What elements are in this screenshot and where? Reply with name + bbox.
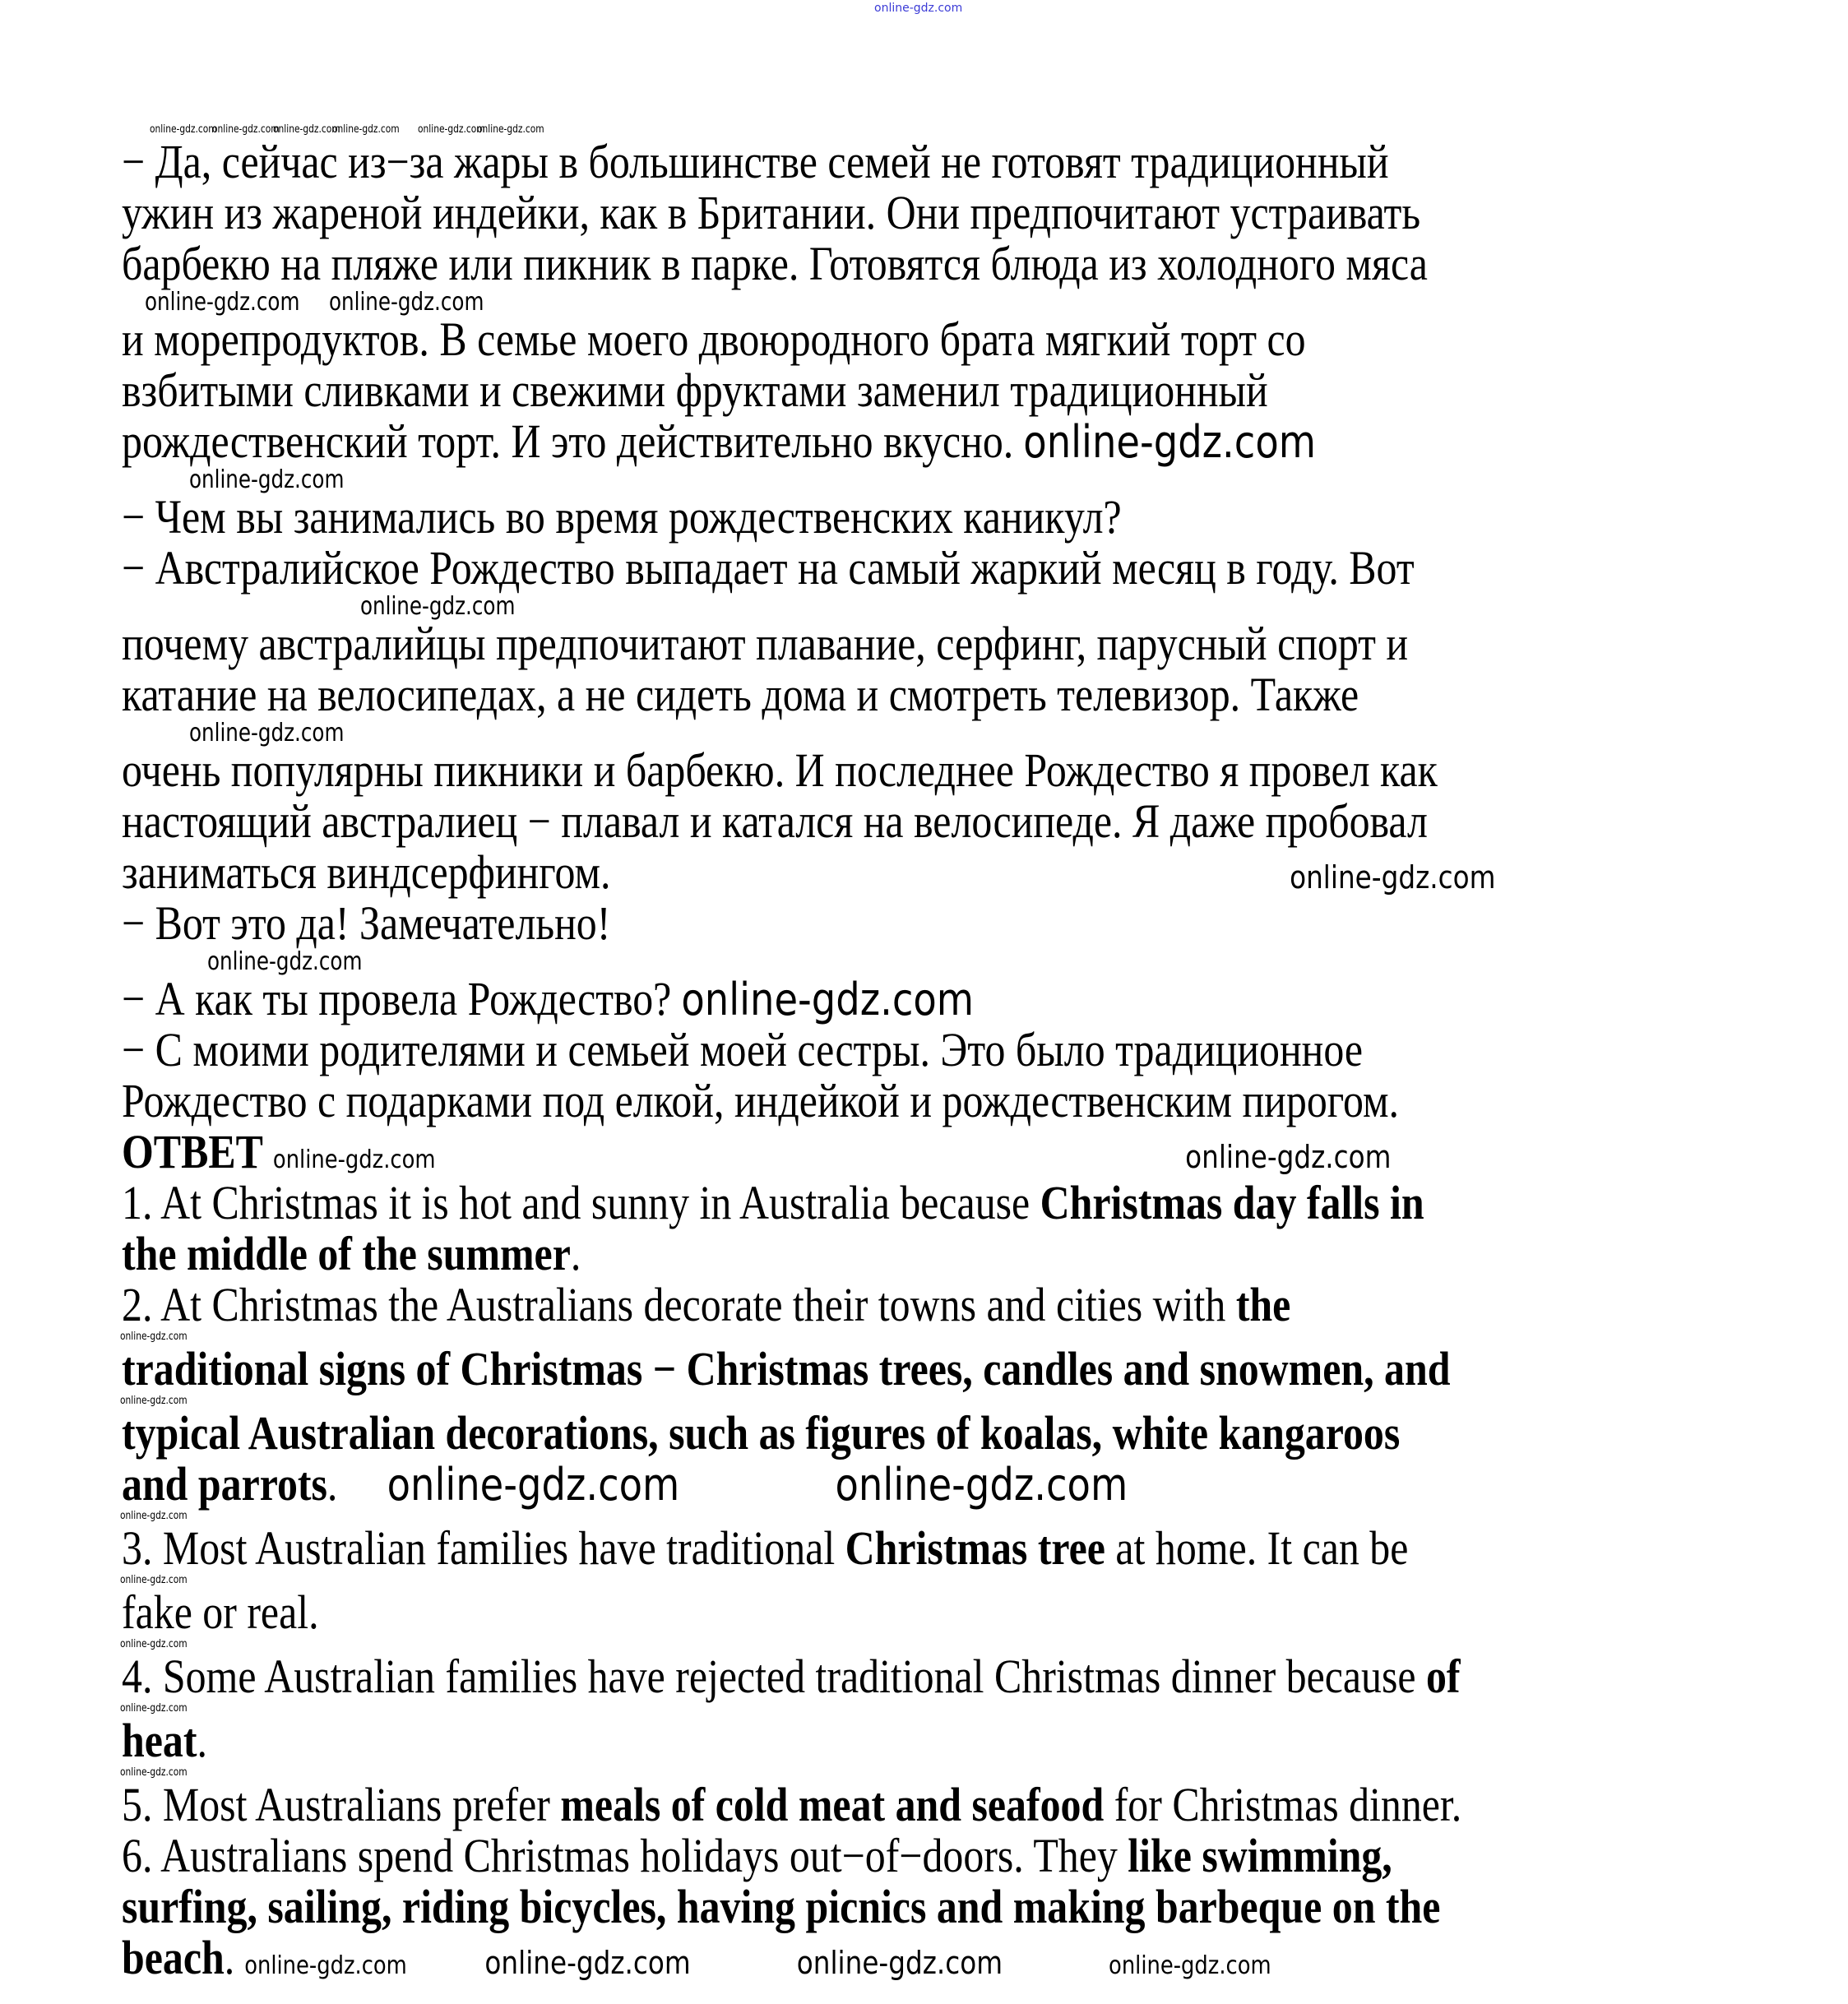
- answer-6-cont: [122, 1881, 1536, 1932]
- dialog-line: − Австралийское Рождество выпадает на самый жаркий месяц в году. Вот: [122, 541, 1415, 595]
- dialog-line: [122, 847, 1536, 898]
- watermark-row: [122, 1702, 1767, 1715]
- dialog-line: и морепродуктов. В семье моего двоюродного брата мягкий торт со: [122, 312, 1306, 366]
- watermark: online-gdz.com: [681, 974, 975, 1025]
- answer-heading: ОТВЕТ: [122, 1125, 263, 1178]
- answer-text: .: [197, 1714, 207, 1767]
- dialog-text: − А как ты провела Рождество?: [122, 972, 672, 1025]
- watermark: online-gdz.com: [120, 1766, 188, 1779]
- answer-2-cont: [122, 1459, 1536, 1510]
- answer-bold: the middle of the summer: [122, 1227, 571, 1280]
- dialog-line: Рождество с подарками под елкой, индейкой и рождественским пирогом.: [122, 1074, 1400, 1127]
- answer-text: for Christmas dinner.: [1104, 1778, 1462, 1831]
- watermark: online-gdz.com: [120, 1395, 188, 1407]
- watermark: online-gdz.com: [120, 1331, 188, 1343]
- watermark: online-gdz.com: [796, 1945, 1003, 1981]
- answer-1-cont: [122, 1229, 1536, 1280]
- answer-bold: the: [1235, 1278, 1291, 1331]
- answer-3-cont: fake or real.: [122, 1585, 319, 1639]
- dialog-line: ужин из жареной индейки, как в Британии. Они предпочитают устраивать: [122, 186, 1421, 239]
- watermark: online-gdz.com: [150, 123, 217, 136]
- answer-text: 4. Some Australian families have rejected traditional Christmas dinner because: [122, 1650, 1426, 1703]
- dialog-line: очень популярны пикники и барбекю. И последнее Рождество я провел как: [122, 743, 1438, 797]
- answer-text: .: [327, 1457, 338, 1511]
- answer-bold: heat: [122, 1714, 197, 1767]
- answer-text: at home. It can be: [1105, 1521, 1409, 1575]
- dialog-line: − Да, сейчас из−за жары в большинстве семей не готовят традиционный: [122, 135, 1389, 188]
- watermark: online-gdz.com: [207, 947, 363, 976]
- watermark: online-gdz.com: [120, 1638, 188, 1650]
- watermark-row: [122, 288, 1767, 317]
- answer-6-cont: [122, 1932, 1536, 1983]
- watermark: online-gdz.com: [1109, 1951, 1271, 1980]
- dialog-line: взбитыми сливками и свежими фруктами заменил традиционный: [122, 363, 1268, 417]
- dialog-line: − Чем вы занимались во время рождественских каникул?: [122, 490, 1122, 544]
- watermark: online-gdz.com: [329, 288, 484, 317]
- watermark-row: [122, 592, 1767, 621]
- watermark: online-gdz.com: [189, 465, 345, 494]
- answer-4: [122, 1651, 1536, 1702]
- watermark: online-gdz.com: [273, 123, 340, 136]
- answer-bold: surfing, sailing, riding bicycles, having picnics and making barbeque on the: [122, 1880, 1441, 1933]
- dialog-text: рождественский торт. И это действительно вкусно.: [122, 414, 1014, 468]
- document-body: [122, 123, 1767, 1983]
- answer-bold: Christmas day falls in: [1040, 1176, 1424, 1229]
- answer-heading-line: [122, 1127, 1536, 1178]
- answer-5: [122, 1780, 1536, 1830]
- dialog-line: катание на велосипедах, а не сидеть дома и смотреть телевизор. Также: [122, 668, 1359, 721]
- watermark: online-gdz.com: [1185, 1139, 1392, 1175]
- watermark: online-gdz.com: [332, 123, 400, 136]
- dialog-line: почему австралийцы предпочитают плавание, серфинг, парусный спорт и: [122, 617, 1409, 670]
- dialog-line: [122, 974, 1536, 1025]
- watermark: online-gdz.com: [120, 1574, 188, 1586]
- answer-bold: beach: [122, 1931, 225, 1984]
- watermark: online-gdz.com: [244, 1951, 407, 1980]
- watermark: online-gdz.com: [120, 1510, 188, 1522]
- answer-bold: typical Australian decorations, such as figures of koalas, white kangaroos: [122, 1406, 1401, 1460]
- watermark: online-gdz.com: [145, 288, 300, 317]
- watermark: online-gdz.com: [120, 1702, 188, 1715]
- answer-1: [122, 1178, 1536, 1229]
- dialog-line: барбекю на пляже или пикник в парке. Готовятся блюда из холодного мяса: [122, 237, 1428, 290]
- watermark: online-gdz.com: [1023, 416, 1317, 468]
- answer-text: .: [570, 1227, 581, 1280]
- answer-bold: Christmas tree: [845, 1521, 1105, 1575]
- watermark: online-gdz.com: [272, 1145, 436, 1174]
- watermark-row: [122, 949, 1767, 974]
- watermark: online-gdz.com: [212, 123, 280, 136]
- watermark: online-gdz.com: [477, 123, 544, 136]
- dialog-line: [122, 416, 1536, 467]
- answer-text: 5. Most Australians prefer: [122, 1778, 561, 1831]
- watermark: online-gdz.com: [484, 1945, 691, 1981]
- watermark: online-gdz.com: [189, 719, 345, 747]
- dialog-line: − Вот это да! Замечательно!: [122, 896, 611, 950]
- answer-2-cont: [122, 1344, 1536, 1395]
- watermark: online-gdz.com: [1290, 859, 1496, 896]
- answer-text: 6. Australians spend Christmas holidays out−of−doors. They: [122, 1829, 1128, 1882]
- answer-bold: like swimming,: [1128, 1829, 1392, 1882]
- watermark: online-gdz.com: [418, 123, 485, 136]
- watermark: online-gdz.com: [387, 1459, 680, 1511]
- answer-text: 2. At Christmas the Australians decorate their towns and cities with: [122, 1278, 1236, 1331]
- dialog-line: − С моими родителями и семьей моей сестры. Это было традиционное: [122, 1023, 1364, 1076]
- answer-3: [122, 1523, 1536, 1574]
- watermark-row: [122, 467, 1767, 492]
- watermark: online-gdz.com: [835, 1459, 1128, 1511]
- watermark-row: [122, 1574, 1767, 1587]
- answer-bold: meals of cold meat and seafood: [560, 1778, 1105, 1831]
- watermark-row: [122, 720, 1767, 745]
- header-watermark: online-gdz.com: [874, 2, 963, 15]
- answer-bold: traditional signs of Christmas − Christmas trees, candles and snowmen, and: [122, 1342, 1451, 1395]
- watermark: online-gdz.com: [360, 592, 516, 621]
- answer-bold: of: [1425, 1650, 1461, 1703]
- answer-text: .: [224, 1931, 235, 1984]
- dialog-text: заниматься виндсерфингом.: [122, 845, 611, 899]
- dialog-line: настоящий австралиец − плавал и катался на велосипеде. Я даже пробовал: [122, 794, 1428, 848]
- answer-2: [122, 1280, 1536, 1331]
- answer-4-cont: [122, 1715, 1536, 1766]
- answer-bold: and parrots: [122, 1457, 327, 1511]
- answer-6: [122, 1830, 1536, 1881]
- answer-text: 1. At Christmas it is hot and sunny in Australia because: [122, 1176, 1040, 1229]
- answer-2-cont: [122, 1408, 1536, 1459]
- answer-text: 3. Most Australian families have traditional: [122, 1521, 845, 1575]
